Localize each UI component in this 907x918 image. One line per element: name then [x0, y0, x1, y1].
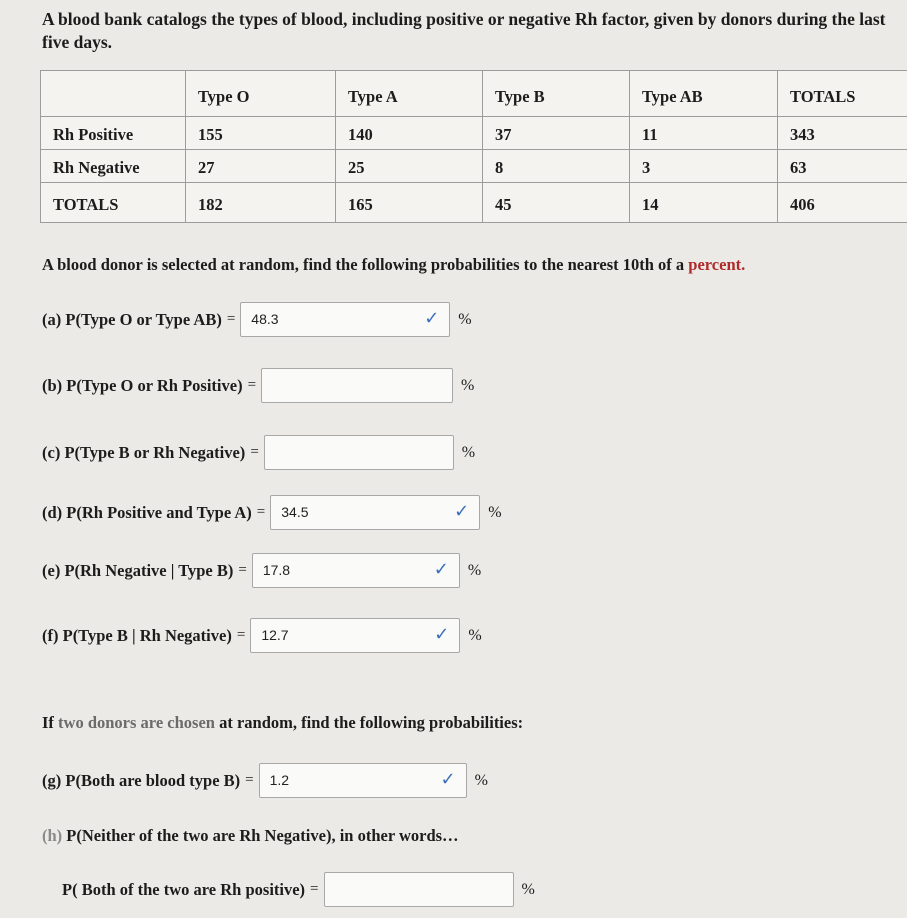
question-e: [42, 553, 481, 588]
table-cell: 37: [483, 117, 630, 150]
answer-c-input[interactable]: [264, 435, 454, 470]
table-row: [41, 117, 907, 150]
question-e-label: (e) P(Rh Negative | Type B): [42, 560, 234, 580]
instruction-main: A blood donor is selected at random, find the following probabilities to the nearest 10th of a: [42, 255, 685, 274]
table-cell: 63: [778, 150, 907, 183]
table-cell: Rh Negative: [41, 150, 186, 183]
equals-sign: =: [245, 772, 254, 788]
percent-sign: %: [488, 503, 502, 521]
answer-b-input[interactable]: [261, 368, 453, 403]
question-g-label: (g) P(Both are blood type B): [42, 770, 241, 790]
check-icon: ✓: [454, 501, 470, 522]
question-g: [42, 763, 488, 798]
table-cell: 140: [336, 117, 483, 150]
table-cell: 155: [186, 117, 336, 150]
equals-sign: =: [236, 627, 246, 643]
table-cell: 27: [186, 150, 336, 183]
table-row: [41, 183, 907, 223]
question-f: [42, 618, 482, 653]
percent-sign: %: [458, 310, 472, 328]
percent-sign: %: [461, 376, 475, 394]
check-icon: ✓: [424, 308, 440, 329]
answer-d-input[interactable]: [270, 495, 480, 530]
answer-e-value: 17.8: [262, 562, 291, 578]
equals-sign: =: [226, 311, 236, 327]
table-cell: 182: [186, 183, 336, 223]
two-donors-faded: two donors are chosen: [58, 713, 215, 732]
table-cell: 406: [778, 183, 907, 223]
table-cell: Rh Positive: [41, 117, 186, 150]
percent-sign: %: [474, 771, 488, 789]
check-icon: ✓: [434, 624, 450, 645]
table-header-cell: Type A: [336, 71, 483, 117]
question-c-label: (c) P(Type B or Rh Negative): [42, 442, 246, 462]
table-header-row: [41, 71, 907, 117]
question-h-label: P(Neither of the two are Rh Negative), in other words…: [66, 826, 459, 845]
question-h: [62, 872, 535, 907]
question-f-label: (f) P(Type B | Rh Negative): [42, 625, 232, 645]
question-d-label: (d) P(Rh Positive and Type A): [42, 502, 252, 522]
table-header-cell: Type AB: [630, 71, 778, 117]
two-donors-prefix: If: [42, 713, 59, 732]
table-cell: 8: [483, 150, 630, 183]
equals-sign: =: [238, 562, 247, 578]
answer-g-input[interactable]: [259, 763, 467, 798]
question-h-marker: (h): [42, 826, 63, 845]
table-cell: 45: [483, 183, 630, 223]
instruction-highlight: percent.: [688, 255, 746, 274]
answer-a-value: 48.3: [251, 311, 279, 327]
table-cell: 11: [630, 117, 778, 150]
question-b-label: (b) P(Type O or Rh Positive): [42, 375, 243, 395]
answer-g-value: 1.2: [269, 772, 290, 788]
percent-sign: %: [521, 880, 535, 898]
answer-a-input[interactable]: [240, 302, 450, 337]
equals-sign: =: [310, 881, 319, 897]
answer-e-input[interactable]: [252, 553, 460, 588]
table-cell: 343: [778, 117, 907, 150]
two-donors-suffix: at random, find the following probabilities:: [214, 713, 524, 732]
question-c: [42, 435, 475, 470]
question-a-label: (a) P(Type O or Type AB): [42, 309, 222, 329]
blood-type-table: [40, 70, 907, 223]
question-h-sub-label: P( Both of the two are Rh positive): [62, 879, 306, 899]
answer-d-value: 34.5: [281, 504, 309, 520]
check-icon: ✓: [433, 559, 449, 580]
question-h-heading: [42, 826, 459, 846]
question-b: [42, 368, 474, 403]
problem-intro: A blood bank catalogs the types of blood, including positive or negative Rh factor, given by donors during the last five days.: [42, 9, 886, 52]
equals-sign: =: [247, 377, 257, 393]
two-donors-heading: [42, 713, 523, 733]
table-row: [41, 150, 907, 183]
question-a: [42, 302, 472, 337]
table-header-cell: TOTALS: [778, 71, 907, 117]
answer-f-input[interactable]: [250, 618, 460, 653]
answer-h-input[interactable]: [324, 872, 514, 907]
table-cell: 165: [336, 183, 483, 223]
percent-sign: %: [461, 443, 476, 461]
instruction-text: [42, 255, 745, 275]
table-header-cell: Type O: [186, 71, 336, 117]
percent-sign: %: [468, 626, 482, 644]
table-header-cell: Type B: [483, 71, 630, 117]
question-d: [42, 495, 502, 530]
percent-sign: %: [467, 561, 482, 579]
table-cell: 3: [630, 150, 778, 183]
equals-sign: =: [250, 444, 259, 460]
check-icon: ✓: [440, 769, 456, 790]
equals-sign: =: [256, 504, 266, 520]
answer-f-value: 12.7: [261, 627, 289, 643]
table-cell: TOTALS: [41, 183, 186, 223]
table-header-cell: [41, 71, 186, 117]
table-cell: 14: [630, 183, 778, 223]
table-cell: 25: [336, 150, 483, 183]
